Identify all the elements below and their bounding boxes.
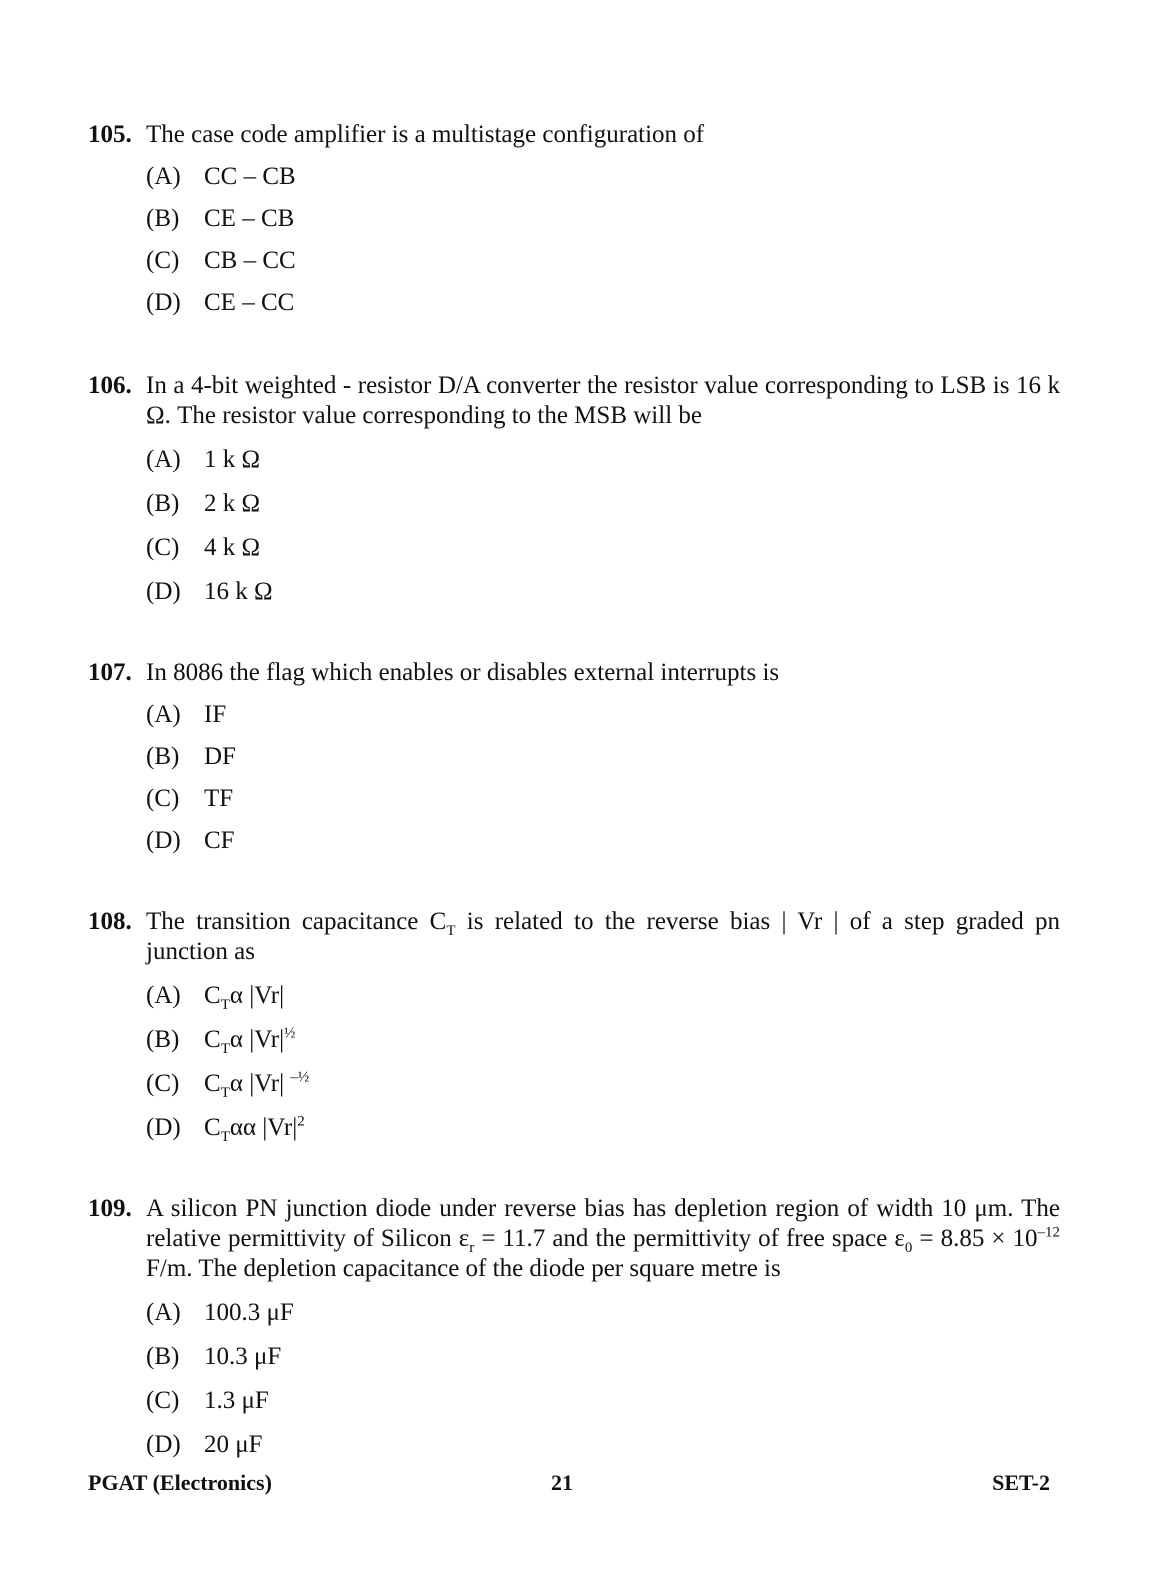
option-label: (D) — [146, 289, 181, 316]
option-a — [88, 1298, 1060, 1328]
question-text-part: The transition capacitance C — [146, 908, 447, 935]
question-text — [146, 908, 1060, 965]
question-text: In a 4-bit weighted - resistor D/A converter the resistor value corresponding to LSB is 16 k Ω. The resistor value corresponding to the MSB will be — [146, 372, 1060, 429]
page-footer — [88, 1470, 1050, 1500]
expression: α |Vr| — [229, 1070, 291, 1097]
symbol: C — [204, 982, 221, 1009]
option-text: CE – CC — [204, 289, 295, 316]
option-d — [88, 577, 1060, 607]
subscript: r — [469, 1240, 475, 1256]
question-text-part: = 8.85 × 10 — [912, 1225, 1038, 1252]
option-d — [88, 1430, 1060, 1460]
footer-set-code: SET-2 — [992, 1470, 1050, 1495]
option-text: 16 k Ω — [204, 578, 273, 605]
option-label: (B) — [146, 490, 180, 517]
option-b — [88, 1025, 1060, 1055]
option-text: CE – CB — [204, 205, 295, 232]
question-105 — [88, 120, 1060, 318]
option-label: (A) — [146, 1299, 181, 1326]
option-label: (C) — [146, 1387, 180, 1414]
superscript: –½ — [290, 1069, 310, 1086]
option-label: (C) — [146, 247, 180, 274]
expression: α |Vr| — [229, 1026, 285, 1053]
option-label: (B) — [146, 1343, 180, 1370]
option-text: 4 k Ω — [204, 534, 261, 561]
option-text — [204, 1069, 310, 1101]
option-text: 1 k Ω — [204, 446, 261, 473]
question-stem — [88, 1194, 1060, 1284]
question-number: 109. — [88, 1195, 132, 1222]
subscript: T — [446, 923, 456, 939]
option-b — [88, 742, 1060, 772]
question-text-part: F/m. The depletion capacitance of the diode per square metre is — [146, 1255, 781, 1282]
subscript: 0 — [904, 1240, 913, 1256]
option-label: (B) — [146, 205, 180, 232]
option-label: (C) — [146, 534, 180, 561]
symbol: C — [204, 1026, 221, 1053]
superscript: 2 — [297, 1113, 305, 1130]
option-text: CC – CB — [204, 163, 296, 190]
option-c — [88, 533, 1060, 563]
expression: αα |Vr| — [229, 1114, 298, 1141]
option-label: (C) — [146, 1070, 180, 1097]
question-number: 106. — [88, 372, 132, 399]
option-d — [88, 288, 1060, 318]
option-label: (D) — [146, 578, 181, 605]
question-stem — [88, 658, 1060, 688]
option-text: CB – CC — [204, 247, 296, 274]
question-text-part: = 11.7 and the permittivity of free space ε — [474, 1225, 905, 1252]
option-a — [88, 700, 1060, 730]
question-stem — [88, 120, 1060, 150]
question-text — [146, 1195, 1060, 1282]
option-label: (A) — [146, 446, 181, 473]
question-text-part: is related to the reverse bias | Vr | of a step graded pn junction as — [146, 908, 1060, 965]
option-text — [204, 1025, 296, 1057]
question-107 — [88, 658, 1060, 856]
superscript: –12 — [1037, 1224, 1060, 1241]
option-c — [88, 246, 1060, 276]
option-c — [88, 1069, 1060, 1099]
option-text: 2 k Ω — [204, 490, 261, 517]
expression: α |Vr| — [229, 982, 285, 1009]
footer-page-number: 21 — [551, 1470, 573, 1495]
option-a — [88, 445, 1060, 475]
option-b — [88, 204, 1060, 234]
question-number: 107. — [88, 659, 132, 686]
symbol: C — [204, 1114, 221, 1141]
option-d — [88, 826, 1060, 856]
option-text: TF — [204, 785, 234, 812]
option-label: (A) — [146, 982, 181, 1009]
option-text: 1.3 μF — [204, 1387, 269, 1414]
footer-exam-title: PGAT (Electronics) — [88, 1470, 272, 1495]
option-b — [88, 1342, 1060, 1372]
option-label: (A) — [146, 163, 181, 190]
subscript: T — [220, 1041, 230, 1057]
option-label: (B) — [146, 743, 180, 770]
option-c — [88, 1386, 1060, 1416]
option-label: (D) — [146, 1114, 181, 1141]
question-106 — [88, 371, 1060, 607]
option-text: IF — [204, 701, 227, 728]
option-a — [88, 981, 1060, 1011]
question-number: 105. — [88, 121, 132, 148]
question-text-part: A silicon PN junction diode under reverse bias has depletion region of width 10 μm. The relative permittivity of Silicon ε — [146, 1195, 1060, 1252]
option-label: (A) — [146, 701, 181, 728]
option-text: DF — [204, 743, 236, 770]
option-text: 10.3 μF — [204, 1343, 282, 1370]
option-text: 100.3 μF — [204, 1299, 294, 1326]
question-text: The case code amplifier is a multistage configuration of — [146, 121, 705, 148]
subscript: T — [220, 1085, 230, 1101]
question-108 — [88, 907, 1060, 1143]
option-label: (B) — [146, 1026, 180, 1053]
option-text: 20 μF — [204, 1431, 263, 1458]
option-d — [88, 1113, 1060, 1143]
question-text: In 8086 the flag which enables or disables external interrupts is — [146, 659, 780, 686]
subscript: T — [220, 997, 230, 1013]
option-b — [88, 489, 1060, 519]
option-text — [204, 982, 285, 1013]
option-label: (C) — [146, 785, 180, 812]
option-text — [204, 1113, 305, 1145]
option-a — [88, 162, 1060, 192]
option-text: CF — [204, 827, 235, 854]
question-stem — [88, 907, 1060, 967]
question-109 — [88, 1194, 1060, 1460]
option-label: (D) — [146, 827, 181, 854]
subscript: T — [220, 1129, 230, 1145]
superscript: ½ — [284, 1025, 296, 1042]
option-c — [88, 784, 1060, 814]
option-label: (D) — [146, 1431, 181, 1458]
question-number: 108. — [88, 908, 132, 935]
question-stem — [88, 371, 1060, 431]
symbol: C — [204, 1070, 221, 1097]
